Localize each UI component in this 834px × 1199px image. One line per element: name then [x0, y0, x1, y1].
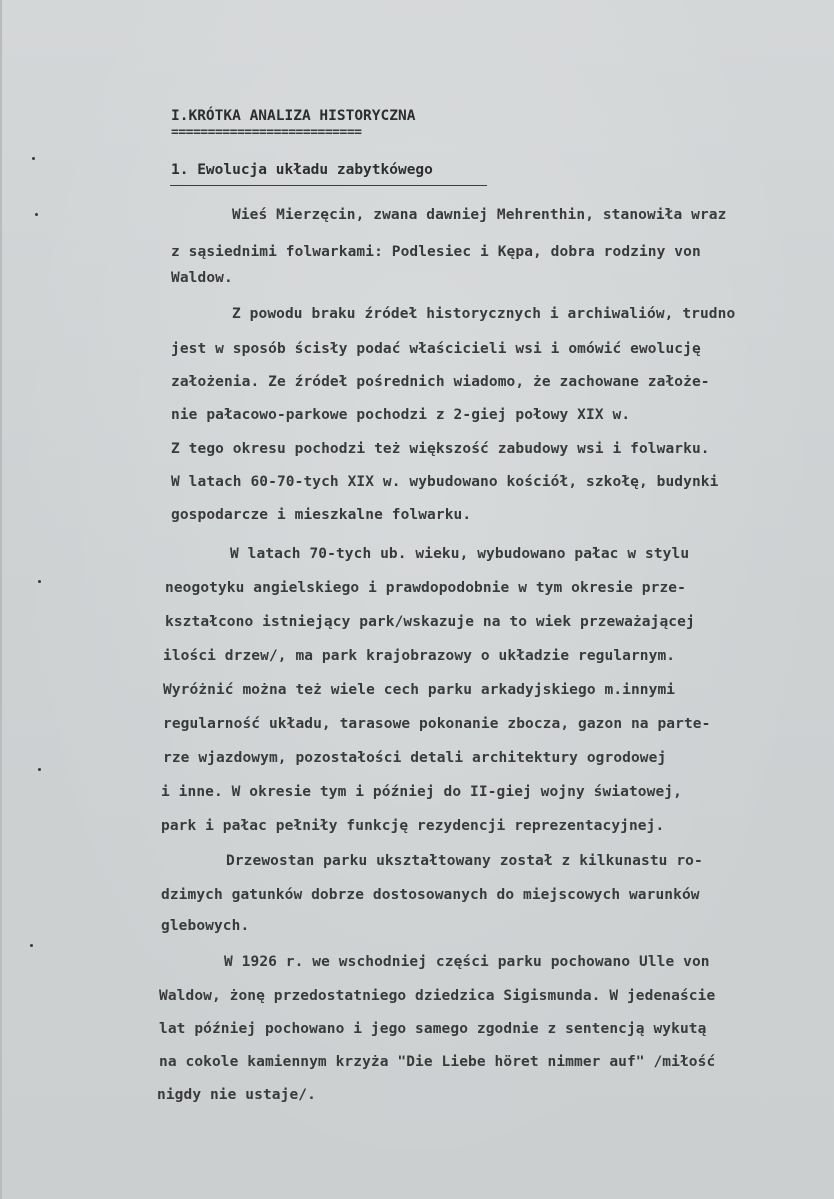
text-line: Waldow.: [171, 270, 233, 286]
text-line: regularność układu, tarasowe pokonanie zbocza, gazon na parte-: [163, 716, 711, 732]
text-line: z sąsiednimi folwarkami: Podlesiec i Kępa, dobra rodziny von: [171, 244, 701, 260]
section-heading: I.KRÓTKA ANALIZA HISTORYCZNA: [171, 108, 416, 124]
margin-mark: [38, 580, 41, 583]
text-line: W latach 70-tych ub. wieku, wybudowano pałac w stylu: [230, 546, 690, 562]
subsection-heading: 1. Ewolucja układu zabytkówego: [171, 162, 433, 178]
text-line: Z powodu braku źródeł historycznych i archiwaliów, trudno: [232, 306, 736, 322]
text-line: Drzewostan parku ukształtowany został z kilkunastu ro-: [226, 853, 703, 869]
text-line: neogotyku angielskiego i prawdopodobnie w tym okresie prze-: [165, 580, 686, 596]
margin-mark: [35, 213, 38, 216]
text-line: jest w sposób ścisły podać właścicieli wsi i omówić ewolucję: [171, 341, 701, 357]
text-line: Z tego okresu pochodzi też większość zabudowy wsi i folwarku.: [171, 441, 710, 457]
text-line: założenia. Ze źródeł pośrednich wiadomo, że zachowane założe-: [171, 374, 710, 390]
text-line: rze wjazdowym, pozostałości detali architektury ogrodowej: [163, 750, 667, 766]
margin-mark: [38, 768, 41, 771]
margin-mark: [30, 944, 33, 947]
text-line: dzimych gatunków dobrze dostosowanych do miejscowych warunków: [161, 887, 700, 903]
margin-mark: [32, 157, 35, 160]
text-line: gospodarcze i mieszkalne folwarku.: [171, 507, 472, 523]
text-line: lat później pochowano i jego samego zgodnie z sentencją wykutą: [159, 1021, 707, 1037]
text-line: Wieś Mierzęcin, zwana dawniej Mehrenthin, stanowiła wraz: [232, 207, 727, 223]
text-line: kształcono istniejący park/wskazuje na to wiek przeważającej: [165, 614, 695, 630]
page-edge: [0, 0, 2, 1199]
text-line: na cokole kamiennym krzyża "Die Liebe höret nimmer auf" /miłość: [159, 1054, 716, 1070]
text-line: glebowych.: [161, 918, 250, 934]
text-line: ilości drzew/, ma park krajobrazowy o układzie regularnym.: [163, 648, 676, 664]
subsection-underline: [170, 185, 487, 186]
text-line: nigdy nie ustaje/.: [157, 1087, 316, 1103]
text-line: W 1926 r. we wschodniej części parku pochowano Ulle von: [224, 954, 710, 970]
text-line: park i pałac pełniły funkcję rezydencji reprezentacyjnej.: [161, 818, 665, 834]
text-line: nie pałacowo-parkowe pochodzi z 2-giej połowy XIX w.: [171, 407, 631, 423]
heading-double-rule: ==========================: [171, 125, 362, 140]
text-line: Waldow, żonę przedostatniego dziedzica Sigismunda. W jedenaście: [159, 988, 716, 1004]
text-line: i inne. W okresie tym i później do II-giej wojny światowej,: [161, 784, 682, 800]
text-line: Wyróżnić można też wiele cech parku arkadyjskiego m.innymi: [163, 682, 676, 698]
text-line: W latach 60-70-tych XIX w. wybudowano kościół, szkołę, budynki: [171, 474, 719, 490]
